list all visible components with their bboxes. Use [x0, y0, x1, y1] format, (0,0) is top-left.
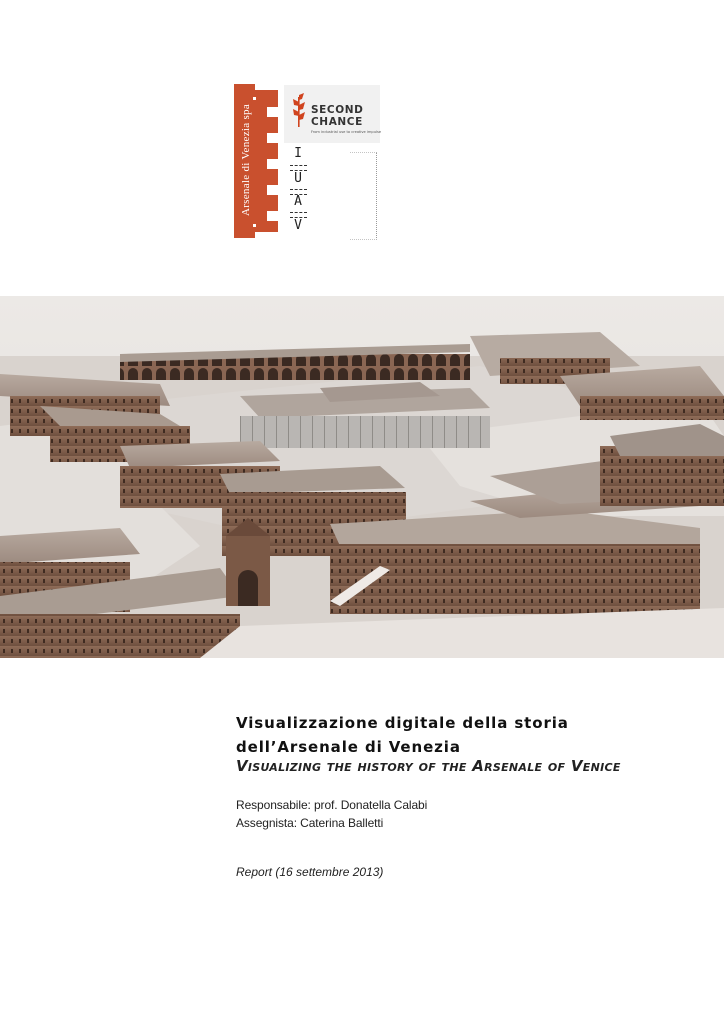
iuav-letter-i: I: [294, 146, 302, 161]
assegnista-line: Assegnista: Caterina Balletti: [236, 816, 384, 830]
arsenale-logo-text: Arsenale di Venezia spa: [240, 103, 252, 217]
iuav-dash: [290, 212, 307, 213]
iuav-letter-a: A: [294, 194, 302, 209]
second-chance-logo: [284, 85, 380, 143]
iuav-letter-v: V: [294, 218, 302, 233]
iuav-logo: [286, 146, 378, 240]
document-title-italian: Visualizzazione digitale della storia dell’Arsenale di Venezia: [236, 714, 569, 756]
iuav-dash: [290, 165, 307, 166]
arsenale-di-venezia-logo: [234, 84, 280, 238]
document-title-english: Visualizing the history of the Arsenale of Venice: [236, 757, 621, 775]
iuav-dash: [290, 189, 307, 190]
second-chance-word-2: CHANCE: [311, 116, 363, 128]
logo-group: [234, 84, 382, 242]
report-date: Report (16 settembre 2013): [236, 865, 384, 879]
second-chance-word-1: SECOND: [311, 104, 364, 116]
arsenale-model-photo: [0, 296, 724, 658]
photo-arsenale-model-icon: [0, 296, 724, 658]
second-chance-tagline: From industrial use to creative impulse: [311, 130, 382, 134]
iuav-frame: [350, 152, 377, 240]
second-chance-wheat-icon: [291, 93, 307, 127]
iuav-letter-u: U: [294, 171, 302, 186]
responsabile-line: Responsabile: prof. Donatella Calabi: [236, 798, 428, 812]
